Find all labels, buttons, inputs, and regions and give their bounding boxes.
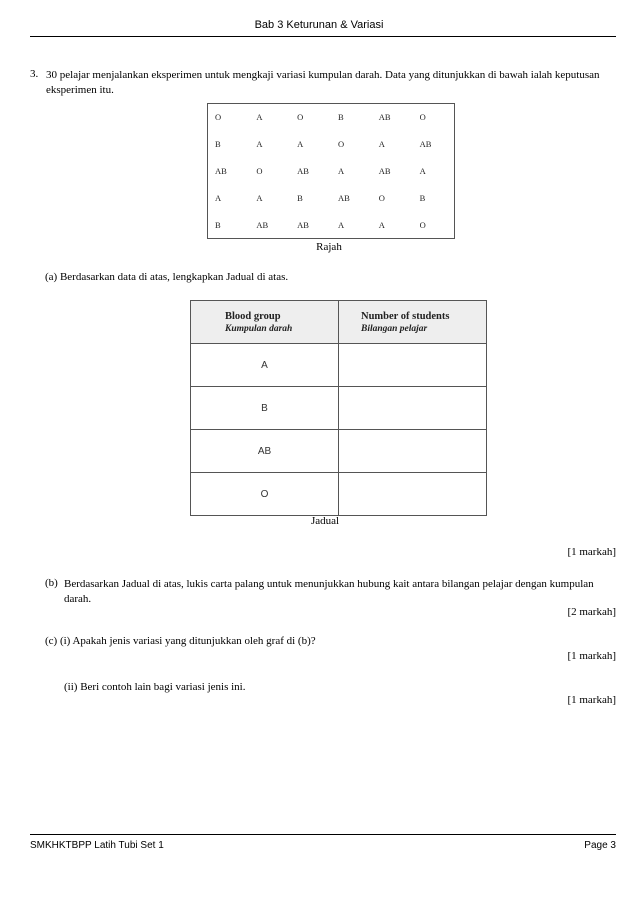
data-cell: B <box>215 219 221 230</box>
data-row <box>208 158 455 185</box>
header-divider <box>30 36 616 37</box>
data-cell: A <box>419 166 426 176</box>
data-cell: A <box>378 139 385 149</box>
data-cell: A <box>256 193 263 203</box>
data-cell: A <box>337 219 345 230</box>
data-row <box>208 131 455 158</box>
blood-group-header-sublabel: Kumpulan darah <box>225 323 293 334</box>
table-caption: Jadual <box>310 515 340 527</box>
blood-group-cell: B <box>191 387 339 430</box>
data-cell: B <box>337 112 344 123</box>
blood-group-cell: AB <box>191 430 339 473</box>
data-cell: O <box>378 193 385 203</box>
blood-group-count-table <box>190 300 487 516</box>
table-row <box>191 473 487 516</box>
data-cell: AB <box>378 166 391 176</box>
blood-group-header-label: Blood group <box>225 310 281 322</box>
part-c-i-text: (c) (i) Apakah jenis variasi yang ditunjukkan oleh graf di (b)? <box>45 635 316 647</box>
student-count-blank-cell[interactable] <box>339 344 487 387</box>
data-row <box>208 104 455 131</box>
blood-group-header <box>191 301 339 344</box>
part-c-ii-text: (ii) Beri contoh lain bagi variasi jenis ini. <box>64 681 246 693</box>
table-row <box>191 387 487 430</box>
data-row <box>208 185 455 212</box>
part-b-text: Berdasarkan Jadual di atas, lukis carta palang untuk menunjukkan hubung kait antara bilangan pelajar dengan kumpulan darah. <box>64 578 594 605</box>
blood-group-cell: A <box>191 344 339 387</box>
data-cell: AB <box>297 219 309 230</box>
part-c-i-marks: [1 markah] <box>567 650 616 662</box>
table-header-row <box>191 301 487 344</box>
student-count-blank-cell[interactable] <box>339 473 487 516</box>
data-cell: O <box>215 112 222 123</box>
data-row <box>208 212 455 239</box>
data-cell: A <box>256 139 263 149</box>
blood-group-data-table <box>207 103 455 239</box>
data-cell: AB <box>215 166 227 176</box>
table-row <box>191 344 487 387</box>
figure-caption: Rajah <box>316 241 342 253</box>
footer-divider <box>30 834 616 835</box>
page-header-title: Bab 3 Keturunan & Variasi <box>254 19 384 31</box>
data-cell: O <box>419 219 426 230</box>
data-cell: A <box>215 193 222 203</box>
data-cell: A <box>337 166 345 176</box>
blood-group-cell: O <box>191 473 339 516</box>
part-b-marks: [2 markah] <box>567 606 616 618</box>
part-a-text: (a) Berdasarkan data di atas, lengkapkan Jadual di atas. <box>45 271 289 283</box>
part-c-ii-marks: [1 markah] <box>567 694 616 706</box>
data-cell: O <box>297 112 304 123</box>
question-number: 3. <box>30 68 39 80</box>
data-cell: O <box>419 112 426 123</box>
data-cell: A <box>256 112 263 123</box>
data-cell: B <box>419 193 426 203</box>
part-a-marks: [1 markah] <box>567 546 616 558</box>
footer-school-label: SMKHKTBPP Latih Tubi Set 1 <box>30 840 164 851</box>
data-cell: AB <box>419 139 432 149</box>
data-cell: A <box>378 219 385 230</box>
student-count-blank-cell[interactable] <box>339 430 487 473</box>
student-count-blank-cell[interactable] <box>339 387 487 430</box>
data-cell: AB <box>297 166 309 176</box>
data-cell: A <box>297 139 304 149</box>
student-count-header-sublabel: Bilangan pelajar <box>361 323 428 334</box>
data-cell: AB <box>256 219 269 230</box>
data-cell: O <box>337 139 345 149</box>
question-text: 30 pelajar menjalankan eksperimen untuk mengkaji variasi kumpulan darah. Data yang ditunjukkan di bawah ialah keputusan eksperimen itu. <box>46 69 600 96</box>
data-cell: AB <box>378 112 391 123</box>
part-b-label: (b) <box>45 577 58 589</box>
data-cell: B <box>297 193 303 203</box>
student-count-header-label: Number of students <box>361 310 450 322</box>
table-row <box>191 430 487 473</box>
student-count-header <box>339 301 487 344</box>
page-number: Page 3 <box>584 840 616 851</box>
data-cell: AB <box>337 193 350 203</box>
data-cell: B <box>215 139 221 149</box>
data-cell: O <box>256 166 263 176</box>
